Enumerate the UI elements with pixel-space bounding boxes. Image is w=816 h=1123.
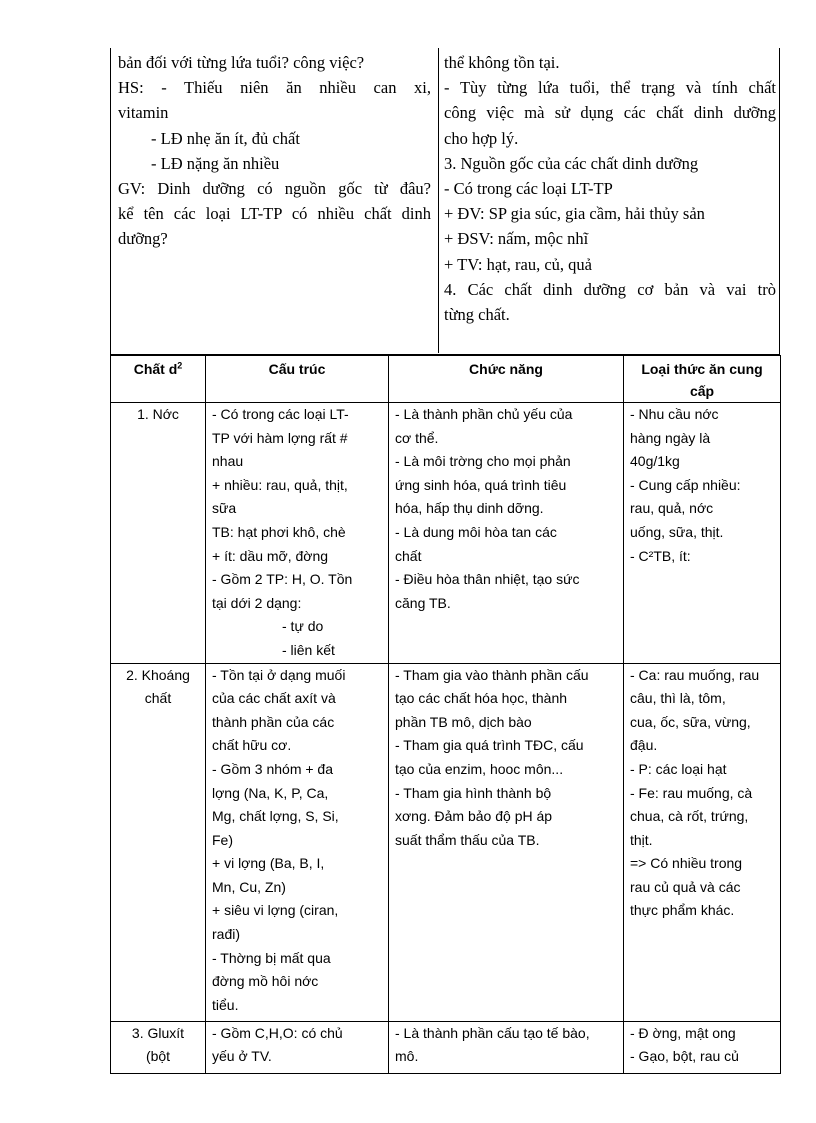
cell-line: - Cung cấp nhiều: bbox=[630, 476, 741, 493]
cell-line: cơ thể. bbox=[395, 429, 439, 446]
cell-line: chất hữu cơ. bbox=[212, 737, 292, 754]
cell-line: rau, quả, nớc bbox=[630, 500, 714, 517]
text-line: - Có trong các loại LT-TP bbox=[444, 179, 613, 199]
header-label: Chất d bbox=[133, 361, 178, 377]
text-line: vitamin bbox=[118, 103, 169, 123]
cell-line: uống, sữa, thịt. bbox=[630, 523, 724, 540]
text-line: HS: - Thiếu niên ăn nhiều can xi, bbox=[118, 78, 431, 98]
cell-line: - C²TB, ít: bbox=[630, 547, 691, 564]
cell-line: Mn, Cu, Zn) bbox=[212, 878, 286, 895]
structure-cell bbox=[206, 663, 389, 1021]
text-line: cho hợp lý. bbox=[444, 128, 519, 148]
cell-line: - Là thành phần chủ yếu của bbox=[395, 406, 573, 422]
header-label: Loại thức ăn cung bbox=[641, 361, 763, 377]
table-row bbox=[111, 1021, 781, 1073]
cell-line: 40g/1kg bbox=[630, 453, 680, 470]
cell-line: Mg, chất lợng, S, Si, bbox=[212, 808, 339, 825]
table-row bbox=[111, 403, 781, 664]
cell-line: câu, thì là, tôm, bbox=[630, 690, 726, 707]
cell-line: - tự do bbox=[282, 618, 324, 635]
header-label: cấp bbox=[689, 383, 715, 399]
food-source-cell bbox=[624, 1021, 781, 1073]
cell-line: của các chất axít và bbox=[212, 690, 336, 707]
cell-line: hàng ngày là bbox=[630, 429, 711, 446]
nutrient-name: 1. Nớc bbox=[137, 406, 179, 422]
cell-line: đậu. bbox=[630, 737, 658, 754]
nutrient-name: 2. Khoáng bbox=[126, 666, 190, 683]
cell-line: căng TB. bbox=[395, 594, 451, 611]
text-line: bản đối với từng lứa tuổi? công việc? bbox=[118, 53, 365, 72]
text-line: + ĐSV: nấm, mộc nhĩ bbox=[444, 229, 589, 249]
cell-line: - Tồn tại ở dạng muối bbox=[212, 666, 346, 683]
function-cell bbox=[389, 1021, 624, 1073]
text-line: kể tên các loại LT-TP có nhiều chất dinh bbox=[118, 204, 431, 224]
cell-line: rađi) bbox=[212, 926, 241, 943]
cell-line: rau củ quả và các bbox=[630, 878, 741, 895]
cell-line: - Nhu cầu nớc bbox=[630, 406, 719, 422]
cell-line: nhau bbox=[212, 453, 244, 470]
header-row bbox=[111, 356, 781, 403]
cell-line: - P: các loại hạt bbox=[630, 760, 727, 777]
cell-line: - Có trong các loại LT- bbox=[212, 406, 349, 422]
cell-line: thịt. bbox=[630, 831, 653, 848]
text-line: thể không tồn tại. bbox=[444, 53, 560, 72]
function-cell bbox=[389, 663, 624, 1021]
cell-line: lợng (Na, K, P, Ca, bbox=[212, 784, 329, 801]
text-line: từng chất. bbox=[444, 305, 510, 325]
cell-line: => Có nhiều trong bbox=[630, 855, 743, 872]
cell-line: đờng mồ hôi nớc bbox=[212, 973, 319, 990]
cell-line: + vi lợng (Ba, B, I, bbox=[212, 855, 325, 872]
nutrient-name: (bột bbox=[145, 1048, 171, 1065]
cell-line: Fe) bbox=[212, 831, 233, 848]
text-line: + ĐV: SP gia súc, gia cầm, hải thủy sản bbox=[444, 204, 705, 224]
column-divider bbox=[438, 48, 439, 353]
table-row bbox=[111, 663, 781, 1021]
nutrient-name-cell bbox=[111, 1021, 206, 1073]
cell-line: - Là thành phần cấu tạo tế bào, bbox=[395, 1024, 590, 1041]
cell-line: + nhiều: rau, quả, thịt, bbox=[212, 476, 348, 493]
cell-line: tại dới 2 dạng: bbox=[212, 594, 302, 611]
cell-line: yếu ở TV. bbox=[212, 1048, 272, 1065]
cell-line: tiểu. bbox=[212, 996, 239, 1013]
text-line: công việc mà sử dụng các chất dinh dưỡng bbox=[444, 103, 776, 123]
nutrients-table bbox=[110, 355, 781, 1074]
cell-line: - liên kết bbox=[282, 641, 335, 658]
text-line: GV: Dinh dưỡng có nguồn gốc từ đâu? bbox=[118, 179, 431, 199]
structure-cell bbox=[206, 1021, 389, 1073]
cell-line: - Là dung môi hòa tan các bbox=[395, 523, 557, 540]
cell-line: mô. bbox=[395, 1048, 419, 1065]
cell-line: hóa, hấp thụ dinh dỡng. bbox=[395, 500, 544, 517]
cell-line: - Tham gia hình thành bộ bbox=[395, 784, 552, 801]
cell-line: - Gồm 2 TP: H, O. Tồn bbox=[212, 571, 353, 588]
header-food-source bbox=[624, 356, 781, 403]
header-nutrient bbox=[111, 356, 206, 403]
cell-line: suất thẩm thấu của TB. bbox=[395, 831, 540, 848]
cell-line: thực phẩm khác. bbox=[630, 902, 735, 919]
text-line: + TV: hạt, rau, củ, quả bbox=[444, 254, 592, 274]
nutrient-name-cell bbox=[111, 663, 206, 1021]
food-source-cell bbox=[624, 663, 781, 1021]
cell-line: thành phần của các bbox=[212, 713, 335, 730]
cell-line: + ít: dầu mỡ, đờng bbox=[212, 547, 329, 564]
cell-line: TB: hạt phơi khô, chè bbox=[212, 523, 346, 540]
cell-line: - Thờng bị mất qua bbox=[212, 949, 331, 966]
teacher-student-activity-column bbox=[118, 50, 431, 252]
cell-line: - Điều hòa thân nhiệt, tạo sức bbox=[395, 571, 580, 588]
cell-line: - Tham gia vào thành phần cấu bbox=[395, 666, 589, 683]
structure-cell bbox=[206, 403, 389, 664]
lesson-plan-table bbox=[110, 48, 780, 355]
section-heading: 4. Các chất dinh dưỡng cơ bản và vai trò bbox=[444, 279, 776, 299]
nutrient-name-cell bbox=[111, 403, 206, 664]
cell-line: phần TB mô, dịch bào bbox=[395, 713, 532, 730]
cell-line: tạo các chất hóa học, thành bbox=[395, 690, 568, 707]
text-line: - LĐ nặng ăn nhiều bbox=[151, 153, 280, 173]
cell-line: - Gạo, bột, rau củ bbox=[630, 1048, 739, 1065]
cell-line: - Fe: rau muống, cà bbox=[630, 784, 753, 801]
cell-line: xơng. Đảm bảo độ pH áp bbox=[395, 808, 553, 825]
text-line: - LĐ nhẹ ăn ít, đủ chất bbox=[151, 128, 300, 148]
content-column bbox=[444, 50, 776, 327]
cell-line: chua, cà rốt, trứng, bbox=[630, 808, 749, 825]
section-heading: 3. Nguồn gốc của các chất dinh dưỡng bbox=[444, 153, 699, 173]
cell-line: ứng sinh hóa, quá trình tiêu bbox=[395, 476, 567, 493]
cell-line: + siêu vi lợng (ciran, bbox=[212, 902, 339, 919]
cell-line: - Đ ờng, mật ong bbox=[630, 1024, 736, 1041]
cell-line: - Gồm 3 nhóm + đa bbox=[212, 760, 334, 777]
food-source-cell bbox=[624, 403, 781, 664]
cell-line: tạo của enzim, hooc môn... bbox=[395, 760, 564, 777]
cell-line: - Ca: rau muống, rau bbox=[630, 666, 760, 683]
nutrient-name: chất bbox=[144, 690, 172, 707]
cell-line: cua, ốc, sữa, vừng, bbox=[630, 713, 751, 730]
cell-line: - Là môi trờng cho mọi phản bbox=[395, 453, 571, 470]
header-structure: Cấu trúc bbox=[206, 356, 389, 403]
cell-line: chất bbox=[395, 547, 422, 564]
header-superscript: 2 bbox=[177, 360, 183, 371]
nutrient-name: 3. Gluxít bbox=[131, 1024, 185, 1041]
cell-line: - Gồm C,H,O: có chủ bbox=[212, 1024, 343, 1041]
cell-line: - Tham gia quá trình TĐC, cấu bbox=[395, 737, 584, 754]
text-line: dưỡng? bbox=[118, 229, 168, 249]
function-cell bbox=[389, 403, 624, 664]
cell-line: sữa bbox=[212, 500, 237, 517]
cell-line: TP với hàm lợng rất # bbox=[212, 429, 348, 446]
header-function: Chức năng bbox=[389, 356, 624, 403]
text-line: - Tùy từng lứa tuổi, thể trạng và tính chất bbox=[444, 78, 776, 98]
